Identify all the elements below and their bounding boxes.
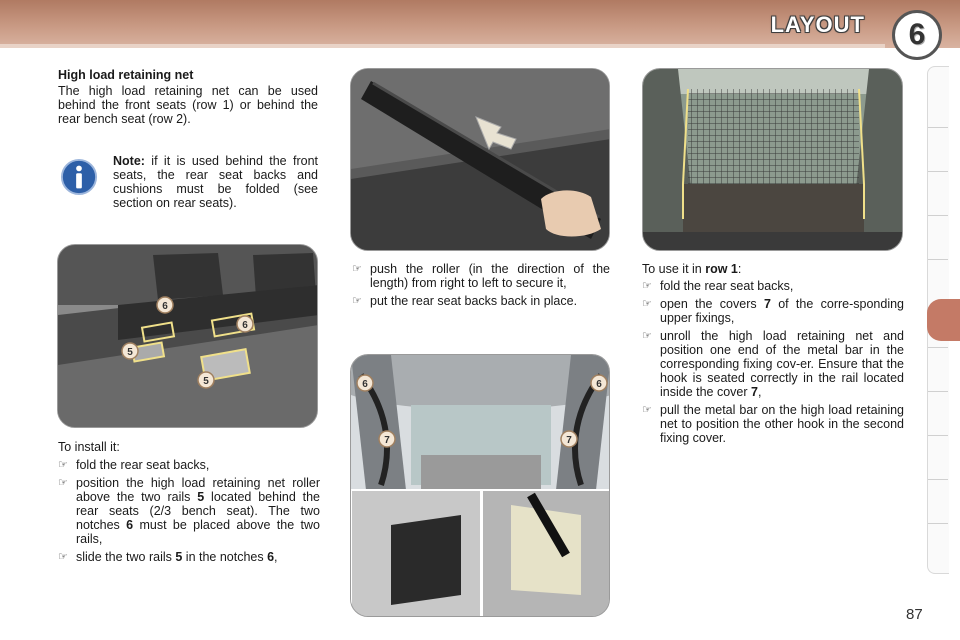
tab-divider: [928, 127, 948, 128]
step-text: open the covers: [660, 297, 764, 311]
section-heading: High load retaining net: [58, 68, 194, 82]
pointing-hand-icon: ☞: [642, 280, 652, 292]
step-text: of the corre-sponding upper fixings,: [660, 297, 904, 325]
net-installed-photo: [642, 68, 903, 251]
list-item: [352, 294, 610, 308]
rails-label-6a: 6: [162, 301, 168, 312]
step-text: fold the rear seat backs,: [76, 458, 210, 472]
install-title: To install it:: [58, 440, 120, 454]
chapter-number: 6: [908, 18, 926, 51]
section-title: LAYOUT: [770, 12, 865, 37]
tab-divider: [928, 259, 948, 260]
list-item: [642, 279, 904, 293]
pointing-hand-icon: ☞: [352, 295, 362, 307]
step-text: put the rear seat backs back in place.: [370, 294, 578, 308]
step-text: push the roller (in the direction of the length) from right to left to secure it,: [370, 262, 610, 290]
step-text: in the notches: [182, 550, 268, 564]
ref-number: 5: [197, 490, 205, 504]
tab-divider: [928, 171, 948, 172]
rails-label-5a: 5: [127, 347, 133, 358]
step-text: ,: [274, 550, 278, 564]
step-text: pull the metal bar on the high load retaining net to position the other hook in the second fixing cover.: [660, 403, 904, 445]
ref-number: 5: [175, 550, 183, 564]
tab-divider: [928, 479, 948, 480]
list-item: [58, 476, 320, 546]
info-icon: [60, 158, 98, 196]
step-text: located behind the rear seats (2/3 bench seat). The two notches: [76, 490, 321, 532]
roof-label-6a: 6: [362, 379, 368, 390]
ref-number: 6: [267, 550, 275, 564]
use-steps: [642, 279, 904, 449]
page-number: 87: [906, 606, 923, 623]
tab-divider: [928, 347, 948, 348]
step-text: fold the rear seat backs,: [660, 279, 794, 293]
rails-label-6b: 6: [242, 320, 248, 331]
roof-fixings-photo: [350, 354, 610, 617]
header-underline: [0, 44, 885, 48]
step-text: position the high load retaining net roller above the two rails: [76, 476, 320, 504]
pointing-hand-icon: ☞: [642, 404, 652, 416]
note-text: if it is used behind the front seats, the rear seat backs and cushions must be folded (see section on rear seats).: [113, 154, 318, 210]
roller-steps: [352, 262, 610, 312]
intro-paragraph: The high load retaining net can be used behind the front seats (row 1) or behind the rear bench seat (row 2).: [58, 84, 318, 126]
step-text: unroll the high load retaining net and position one end of the metal bar in the corresponding fixing cov-er. Ensure that the hook is seated correctly in the rail located inside the cover: [660, 329, 904, 399]
pointing-hand-icon: ☞: [58, 477, 68, 489]
pointing-hand-icon: ☞: [58, 551, 68, 563]
tab-divider: [928, 391, 948, 392]
tab-divider: [928, 435, 948, 436]
pointing-hand-icon: ☞: [58, 459, 68, 471]
step-text: slide the two rails: [76, 550, 176, 564]
roof-label-7b: 7: [566, 435, 572, 446]
list-item: [642, 403, 904, 445]
use-intro-colon: :: [737, 262, 742, 276]
list-item: [58, 550, 320, 564]
chapter-tab-active[interactable]: [927, 299, 960, 341]
tab-divider: [928, 523, 948, 524]
ref-number: 7: [751, 385, 758, 399]
pointing-hand-icon: ☞: [642, 298, 652, 310]
step-text: ,: [757, 385, 762, 399]
rails-label-5b: 5: [203, 376, 209, 387]
list-item: [642, 329, 904, 399]
pointing-hand-icon: ☞: [642, 330, 652, 342]
roller-photo: [350, 68, 610, 251]
row-label: row 1: [705, 262, 738, 276]
note-paragraph: [113, 154, 318, 210]
ref-number: 6: [126, 518, 134, 532]
list-item: [58, 458, 320, 472]
pointing-hand-icon: ☞: [352, 263, 362, 275]
chapter-badge: [892, 10, 942, 60]
rails-photo: [57, 244, 318, 428]
list-item: [642, 297, 904, 325]
roof-label-7a: 7: [384, 435, 390, 446]
roof-label-6b: 6: [596, 379, 602, 390]
ref-number: 7: [763, 297, 771, 311]
install-steps: [58, 458, 320, 568]
list-item: [352, 262, 610, 290]
use-intro-text: To use it in: [642, 262, 706, 276]
step-text: must be placed above the two rails,: [76, 518, 320, 546]
note-label: Note:: [113, 154, 145, 168]
use-intro: [642, 262, 904, 276]
tab-divider: [928, 215, 948, 216]
